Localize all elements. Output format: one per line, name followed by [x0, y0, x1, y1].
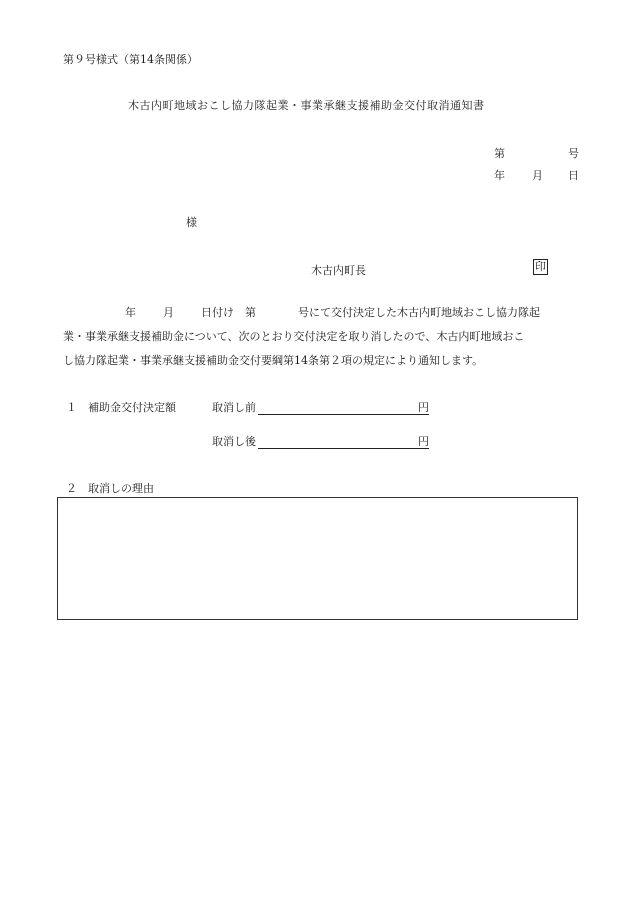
item1-label: 補助金交付決定額 — [88, 401, 176, 414]
amount-after-label: 取消し後 — [212, 435, 256, 448]
issuer-name: 木古内町長 — [311, 264, 366, 277]
body-line1-rest: 号にて交付決定した木古内町地域おこし協力隊起 — [298, 306, 540, 319]
body-line1-month: 月 — [163, 306, 174, 319]
item2-label: 取消しの理由 — [88, 482, 154, 495]
document-title: 木古内町地域おこし協力隊起業・事業承継支援補助金交付取消通知書 — [128, 99, 485, 112]
amount-before-field[interactable] — [258, 402, 418, 415]
item1-number: １ — [66, 401, 77, 414]
recipient-suffix: 様 — [186, 216, 197, 229]
amount-after-unit: 円 — [418, 435, 429, 448]
doc-number-suffix: 号 — [568, 147, 579, 160]
seal-mark — [533, 259, 548, 275]
amount-after-field[interactable] — [258, 436, 418, 449]
body-line1-date: 日付け 第 — [201, 306, 256, 319]
date-year: 年 — [494, 169, 505, 182]
seal-text: 印 — [535, 260, 546, 273]
amount-before-row — [212, 399, 429, 415]
body-line2: 業・事業承継支援補助金について、次のとおり交付決定を取り消したので、木古内町地域おこ — [63, 330, 525, 343]
date-month: 月 — [532, 169, 543, 182]
doc-number-prefix: 第 — [494, 147, 505, 160]
amount-before-unit: 円 — [418, 401, 429, 414]
form-number: 第９号様式（第14条関係） — [63, 53, 198, 66]
body-line3: し協力隊起業・事業承継支援補助金交付要綱第14条第２項の規定により通知します。 — [63, 354, 484, 367]
amount-before-label: 取消し前 — [212, 401, 256, 414]
body-line1-year: 年 — [125, 306, 136, 319]
amount-after-row — [212, 433, 429, 449]
date-day: 日 — [568, 169, 579, 182]
reason-textbox[interactable] — [57, 497, 578, 620]
item2-number: ２ — [66, 482, 77, 495]
